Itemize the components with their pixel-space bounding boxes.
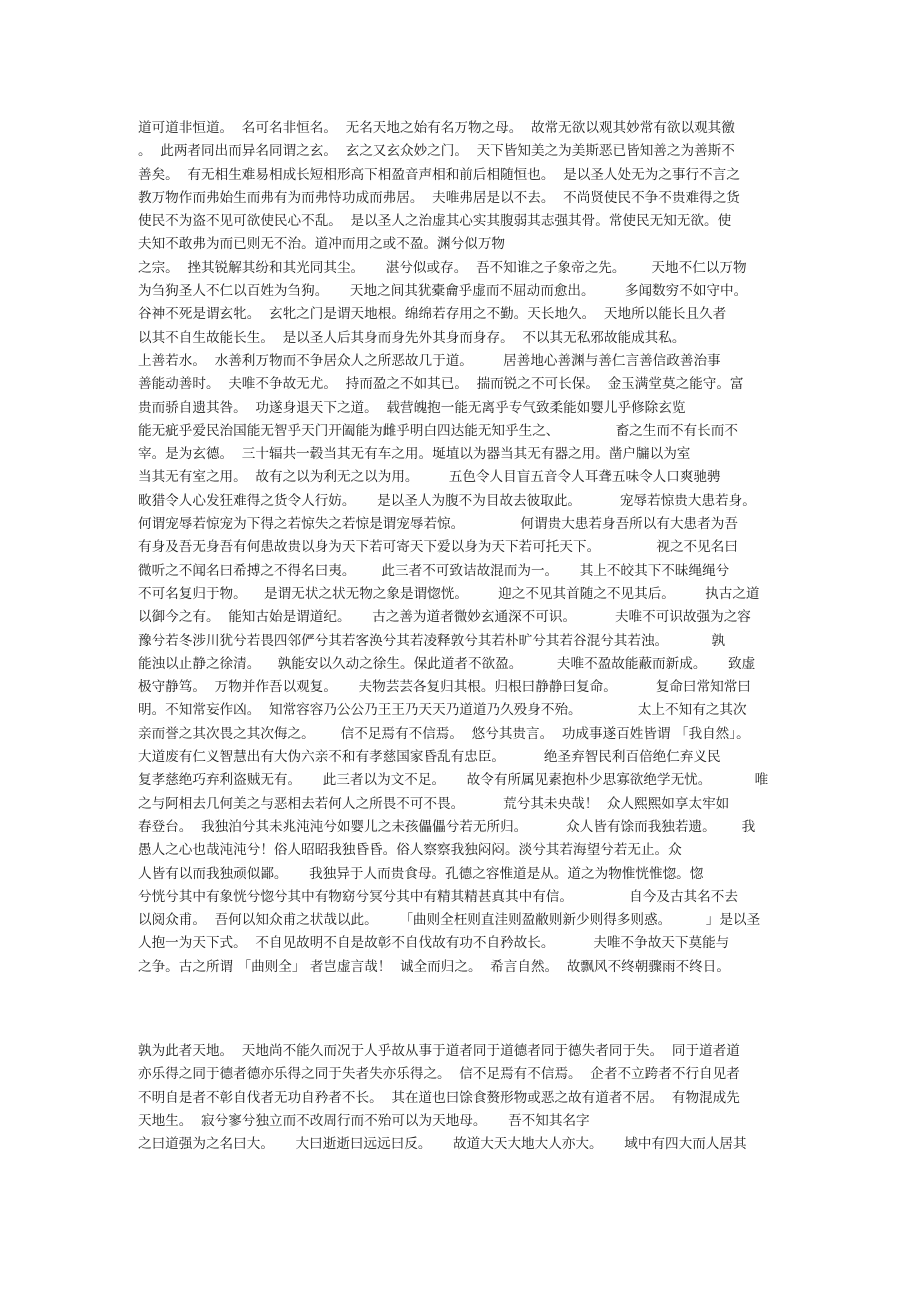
text-line: 愚人之心也哉沌沌兮！俗人昭昭我独昏昏。俗人察察我独闷闷。淡兮其若海望兮若无止。众 xyxy=(138,842,682,859)
paragraph-1 xyxy=(138,117,778,979)
text-line: 能无疵乎爱民治国能无智乎天门开阖能为雌乎明白四达能无知乎生之、 畜之生而不有长而不 xyxy=(138,422,738,439)
text-line: 微听之不闻名曰希搏之不得名曰夷。 此三者不可致诘故混而为一。 其上不皎其下不昧绳绳兮 xyxy=(138,562,730,579)
text-line: 春登台。 我独泊兮其未兆沌沌兮如婴儿之未孩儡儡兮若无所归。 众人皆有馀而我独若遗。 我 xyxy=(138,818,756,835)
text-line: 道可道非恒道。 名可名非恒名。 无名天地之始有名万物之母。 故常无欲以观其妙常有欲以观其徼 xyxy=(138,120,735,136)
text-line: 能浊以止静之徐清。 孰能安以久动之徐生。保此道者不欲盈。 夫唯不盈故能蔽而新成。 致虚 xyxy=(138,655,756,672)
text-line: 当其无有室之用。 故有之以为利无之以为用。 五色令人目盲五音令人耳聋五味令人口爽驰骋 xyxy=(138,469,721,486)
text-line: 夫知不敢弗为而已则无不治。道冲而用之或不盈。渊兮似万物 xyxy=(138,236,506,253)
text-line: 孰为此者天地。 天地尚不能久而况于人乎故从事于道者同于道德者同于德失者同于失。 同于道者道 xyxy=(138,1043,740,1059)
text-line: 兮恍兮其中有象恍兮惚兮其中有物窈兮冥兮其中有精其精甚真其中有信。 自今及古其名不去 xyxy=(138,888,738,905)
text-line: 天地生。 寂兮寥兮独立而不改周行而不殆可以为天地母。 吾不知其名字 xyxy=(138,1112,590,1129)
text-line: 不可名复归于物。 是谓无状之状无物之象是谓惚恍。 迎之不见其首随之不见其后。 执古之道 xyxy=(138,585,760,602)
text-line: 以其不自生故能长生。 是以圣人后其身而身先外其身而身存。 不以其无私邪故能成其私。 xyxy=(138,329,686,346)
text-line: 之与阿相去几何美之与恶相去若何人之所畏不可不畏。 荒兮其未央哉！ 众人熙熙如享太牢如 xyxy=(138,795,730,812)
text-line: 为刍狗圣人不仁以百姓为刍狗。 天地之间其犹橐龠乎虚而不屈动而愈出。 多闻数穷不如守中。 xyxy=(138,283,748,300)
text-line: 以御今之有。 能知古始是谓道纪。 古之善为道者微妙玄通深不可识。 夫唯不可识故强为之容 xyxy=(138,609,751,626)
text-line: 之宗。 挫其锐解其纷和其光同其尘。 湛兮似或存。 吾不知谁之子象帝之先。 天地不仁以万物 xyxy=(138,259,747,276)
text-line: 有身及吾无身吾有何患故贵以身为天下若可寄天下爱以身为天下若可托天下。 视之不见名曰 xyxy=(138,539,738,556)
text-line: 亦乐得之同于德者德亦乐得之同于失者失亦乐得之。 信不足焉有不信焉。 企者不立跨者不行自见者 xyxy=(138,1066,740,1083)
text-line: 谷神不死是谓玄牝。 玄牝之门是谓天地根。绵绵若存用之不勤。天长地久。 天地所以能长且久者 xyxy=(138,306,727,323)
paragraph-2 xyxy=(138,1040,778,1156)
text-line: 使民不为盗不见可欲使民心不乱。 是以圣人之治虚其心实其腹弱其志强其骨。常使民无知无欲。使 xyxy=(138,213,732,230)
text-line: 明。不知常妄作凶。 知常容容乃公公乃王王乃天天乃道道乃久殁身不殆。 太上不知有之其次 xyxy=(138,702,747,719)
text-line: 之争。古之所谓 「曲则全」 者岂虚言哉！ 诚全而归之。 希言自然。 故飘风不终朝骤雨不终日。 xyxy=(138,958,730,975)
text-line: 善能动善时。 夫唯不争故无尤。 持而盈之不如其已。 揣而锐之不可长保。 金玉满堂莫之能守。富 xyxy=(138,376,744,393)
text-line: 大道废有仁义智慧出有大伪六亲不和有孝慈国家昏乱有忠臣。 绝圣弃智民利百倍绝仁弃义民 xyxy=(138,749,721,766)
text-line: 宰。是为玄德。 三十辐共一毂当其无有车之用。埏埴以为器当其无有器之用。凿户牖以为室 xyxy=(138,446,691,463)
text-line: 畋猎令人心发狂难得之货令人行妨。 是以圣人为腹不为目故去彼取此。 宠辱若惊贵大患若身。 xyxy=(138,492,756,509)
text-line: 极守静笃。 万物并作吾以观复。 夫物芸芸各复归其根。归根曰静静曰复命。 复命曰常知常曰 xyxy=(138,679,751,696)
text-line: 善矣。 有无相生难易相成长短相形高下相盈音声相和前后相随恒也。 是以圣人处无为之事行不言之 xyxy=(138,166,740,183)
text-line: 豫兮若冬涉川犹兮若畏四邻俨兮其若客涣兮其若凌释敦兮其若朴旷兮其若谷混兮其若浊。 孰 xyxy=(138,632,725,649)
text-line: 教万物作而弗始生而弗有为而弗恃功成而弗居。 夫唯弗居是以不去。 不尚贤使民不争不贵难得之货 xyxy=(138,189,740,206)
text-line: 人抱一为天下式。 不自见故明不自是故彰不自伐故有功不自矜故长。 夫唯不争故天下莫能与 xyxy=(138,935,730,952)
text-line: 何谓宠辱若惊宠为下得之若惊失之若惊是谓宠辱若惊。 何谓贵大患若身吾所以有大患者为吾 xyxy=(138,516,738,533)
text-line: 人皆有以而我独顽似鄙。 我独异于人而贵食母。孔德之容惟道是从。道之为物惟恍惟惚。惚 xyxy=(138,865,704,882)
text-line: 。 此两者同出而异名同谓之玄。 玄之又玄众妙之门。 天下皆知美之为美斯恶已皆知善之为善斯不 xyxy=(138,143,735,160)
text-line: 贵而骄自遗其咎。 功遂身退天下之道。 载营魄抱一能无离乎专气致柔能如婴儿乎修除玄览 xyxy=(138,399,686,416)
text-line: 不明自是者不彰自伐者无功自矜者不长。 其在道也曰馀食赘形物或恶之故有道者不居。 有物混成先 xyxy=(138,1089,740,1106)
text-line: 亲而誉之其次畏之其次侮之。 信不足焉有不信焉。 悠兮其贵言。 功成事遂百姓皆谓 「我自然」。 xyxy=(138,725,750,742)
text-line: 复孝慈绝巧弃利盗贼无有。 此三者以为文不足。 故令有所属见素抱朴少思寡欲绝学无忧。 唯 xyxy=(138,772,769,789)
text-line: 上善若水。 水善利万物而不争居众人之所恶故几于道。 居善地心善渊与善仁言善信政善治事 xyxy=(138,352,721,369)
text-line: 以阅众甫。 吾何以知众甫之状哉以此。 「曲则全枉则直洼则盈敝则新少则得多则惑。 」是以圣 xyxy=(138,912,761,929)
text-line: 之曰道强为之名曰大。 大曰逝逝曰远远曰反。 故道大天大地大人亦大。 域中有四大而人居其 xyxy=(138,1136,747,1153)
